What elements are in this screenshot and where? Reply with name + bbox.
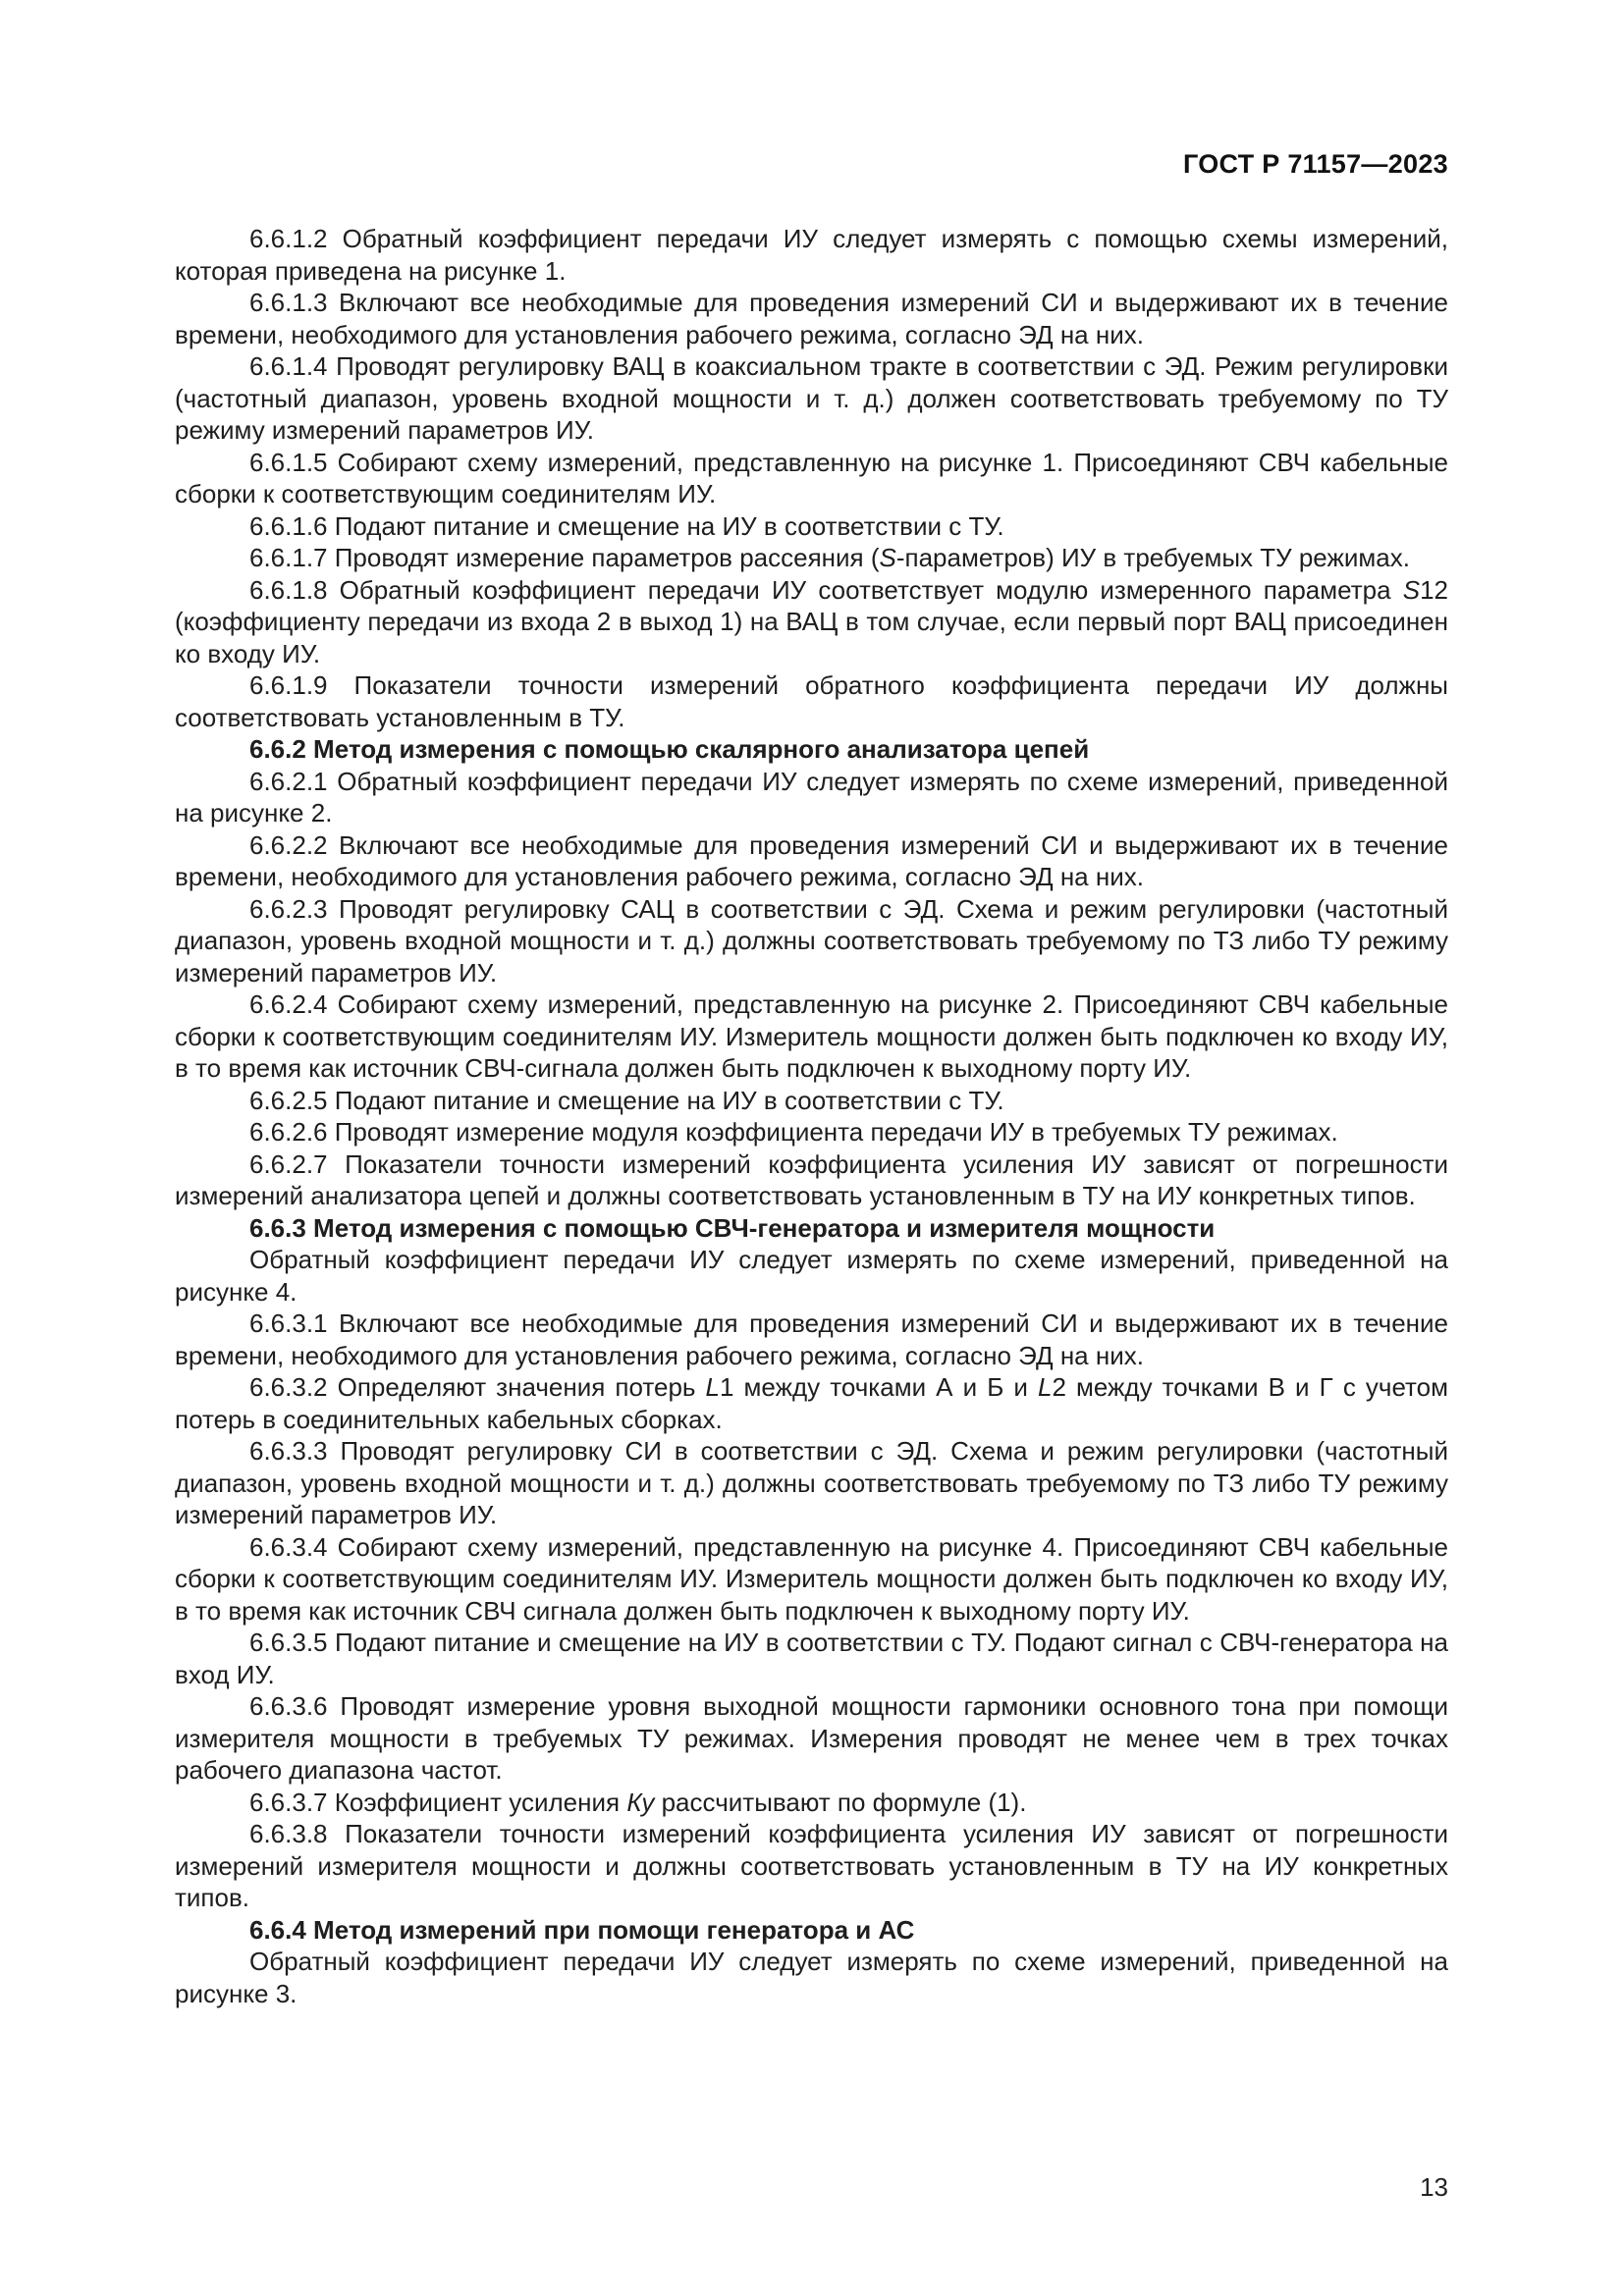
paragraph: 6.6.2.3 Проводят регулировку САЦ в соответствии с ЭД. Схема и режим регулировки (частотный диапазон, уровень входной мощности и т. д.) должны соответствовать требуемому по ТЗ либо ТУ режиму измерений параметров ИУ. xyxy=(175,893,1448,988)
paragraph: Обратный коэффициент передачи ИУ следует измерять по схеме измерений, приведенной на рисунке 3. xyxy=(175,1947,1448,2008)
paragraph-text: 1 между точками А и Б и xyxy=(720,1372,1038,1402)
paragraph: Обратный коэффициент передачи ИУ следует измерять по схеме измерений, приведенной на рисунке 4. xyxy=(175,1245,1448,1307)
document-id-header: ГОСТ Р 71157—2023 xyxy=(1182,149,1448,179)
paragraph-text: 6.6.1.7 Проводят измерение параметров рассеяния ( xyxy=(249,543,880,572)
paragraph-text: 12 (коэффициенту передачи из входа 2 в выход 1) на ВАЦ в том случае, если первый порт ВАЦ присоединен ко входу ИУ. xyxy=(175,574,1448,668)
paragraph: 6.6.1.2 Обратный коэффициент передачи ИУ следует измерять с помощью схемы измерений, которая приведена на рисунке 1. xyxy=(175,224,1448,286)
paragraph: 6.6.3.3 Проводят регулировку СИ в соответствии с ЭД. Схема и режим регулировки (частотный диапазон, уровень входной мощности и т. д.) должны соответствовать требуемому по ТЗ либо ТУ режиму измерений параметров ИУ. xyxy=(175,1436,1448,1529)
paragraph: 6.6.3.6 Проводят измерение уровня выходной мощности гармоники основного тона при помощи измерителя мощности в требуемых ТУ режимах. Измерения проводят не менее чем в трех точках рабочего диапазона частот. xyxy=(175,1691,1448,1785)
document-body xyxy=(175,223,1448,2009)
italic-symbol: S xyxy=(879,543,896,572)
paragraph xyxy=(175,574,1448,670)
paragraph-text: 2 между точками В и Г с учетом потерь в соединительных кабельных сборках. xyxy=(175,1372,1448,1434)
paragraph: 6.6.1.5 Собирают схему измерений, представленную на рисунке 1. Присоединяют СВЧ кабельные сборки к соответствующим соединителям ИУ. xyxy=(175,447,1448,508)
paragraph: 6.6.2.6 Проводят измерение модуля коэффициента передачи ИУ в требуемых ТУ режимах. xyxy=(249,1117,1338,1147)
italic-symbol: L xyxy=(705,1372,721,1402)
section-heading: 6.6.4 Метод измерений при помощи генератора и АС xyxy=(249,1914,915,1945)
paragraph: 6.6.2.4 Собирают схему измерений, представленную на рисунке 2. Присоединяют СВЧ кабельные сборки к соответствующим соединителям ИУ. Измеритель мощности должен быть подключен ко входу ИУ, в то время как источник СВЧ-сигнала должен быть подключен к выходному порту ИУ. xyxy=(175,989,1448,1083)
paragraph: 6.6.3.8 Показатели точности измерений коэффициента усиления ИУ зависят от погрешности измерений измерителя мощности и должны соответствовать установленным в ТУ на ИУ конкретных типов. xyxy=(175,1819,1448,1912)
paragraph-text: рассчитывают по формуле (1). xyxy=(654,1787,1027,1817)
paragraph xyxy=(175,1371,1448,1435)
paragraph-text: 6.6.3.2 Определяют значения потерь xyxy=(249,1372,706,1402)
italic-symbol: Ку xyxy=(626,1787,655,1817)
paragraph: 6.6.1.9 Показатели точности измерений обратного коэффициента передачи ИУ должны соответствовать установленным в ТУ. xyxy=(175,670,1448,732)
paragraph: 6.6.3.5 Подают питание и смещение на ИУ в соответствии с ТУ. Подают сигнал с СВЧ-генератора на вход ИУ. xyxy=(175,1628,1448,1689)
italic-symbol: S xyxy=(1402,574,1421,605)
page-number: 13 xyxy=(1420,2172,1448,2202)
paragraph-text: 6.6.1.8 Обратный коэффициент передачи ИУ соответствует модулю измеренного параметра xyxy=(249,574,1403,605)
section-heading: 6.6.2 Метод измерения с помощью скалярного анализатора цепей xyxy=(249,734,1090,764)
paragraph: 6.6.1.3 Включают все необходимые для проведения измерений СИ и выдерживают их в течение времени, необходимого для установления рабочего режима, согласно ЭД на них. xyxy=(175,288,1448,349)
paragraph: 6.6.2.1 Обратный коэффициент передачи ИУ следует измерять по схеме измерений, приведенной на рисунке 2. xyxy=(175,766,1448,828)
paragraph: 6.6.1.4 Проводят регулировку ВАЦ в коаксиальном тракте в соответствии с ЭД. Режим регулировки (частотный диапазон, уровень входной мощности и т. д.) должен соответствовать требуемому по ТУ режиму измерений параметров ИУ. xyxy=(175,351,1448,445)
paragraph: 6.6.2.2 Включают все необходимые для проведения измерений СИ и выдерживают их в течение времени, необходимого для установления рабочего режима, согласно ЭД на них. xyxy=(175,829,1448,891)
paragraph xyxy=(175,542,1448,574)
paragraph: 6.6.2.7 Показатели точности измерений коэффициента усиления ИУ зависят от погрешности измерений анализатора цепей и должны соответствовать установленным в ТУ на ИУ конкретных типов. xyxy=(175,1148,1448,1210)
paragraph-text: 6.6.3.7 Коэффициент усиления xyxy=(249,1787,627,1817)
paragraph xyxy=(175,1787,1448,1819)
paragraph: 6.6.1.6 Подают питание и смещение на ИУ в соответствии с ТУ. xyxy=(249,510,1004,541)
paragraph: 6.6.3.1 Включают все необходимые для проведения измерений СИ и выдерживают их в течение времени, необходимого для установления рабочего режима, согласно ЭД на них. xyxy=(175,1308,1448,1370)
paragraph-text: -параметров) ИУ в требуемых ТУ режимах. xyxy=(895,543,1410,572)
paragraph: 6.6.2.5 Подают питание и смещение на ИУ в соответствии с ТУ. xyxy=(249,1085,1004,1115)
section-heading: 6.6.3 Метод измерения с помощью СВЧ-генератора и измерителя мощности xyxy=(249,1212,1216,1243)
paragraph: 6.6.3.4 Собирают схему измерений, представленную на рисунке 4. Присоединяют СВЧ кабельные сборки к соответствующим соединителям ИУ. Измеритель мощности должен быть подключен ко входу ИУ, в то время как источник СВЧ сигнала должен быть подключен к выходному порту ИУ. xyxy=(175,1531,1448,1626)
italic-symbol: L xyxy=(1037,1372,1053,1402)
